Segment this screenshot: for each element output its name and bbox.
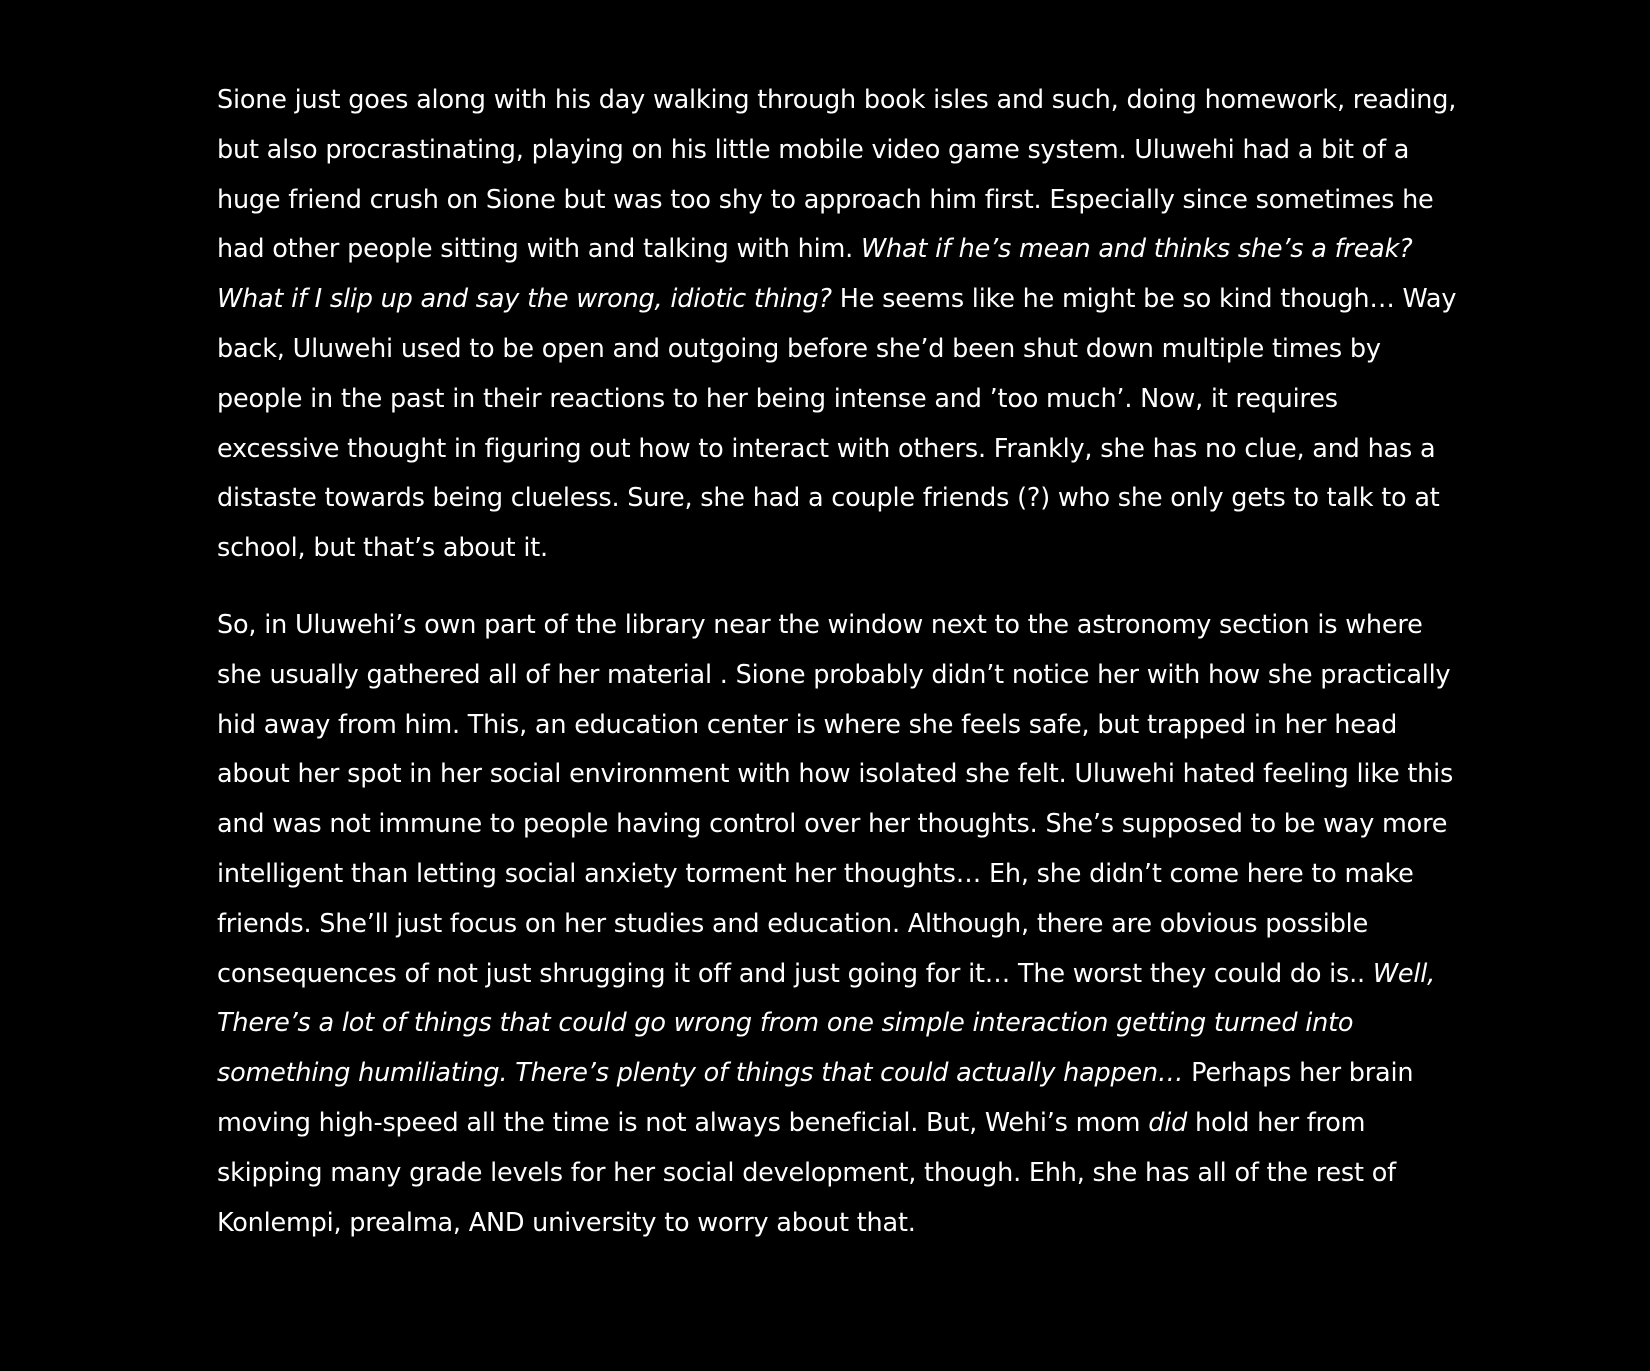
- paragraph-1-text: Sione just goes along with his day walking through book isles and such, doing homework, reading, but also procrastinating, playing on his little mobile video game system. Uluwehi had a bit of a huge friend crush on Sione but was too shy to approach him first. Especially since sometimes he had other people sitting with and talking with him.: [217, 85, 1457, 265]
- paragraph-1: [217, 76, 1462, 574]
- paragraph-2-inner-thought: Well, There’s a lot of things that could go wrong from one simple interaction getting turned into something humiliating. There’s plenty of things that could actually happen…: [217, 958, 1436, 1089]
- paragraph-1-text-continued: He seems like he might be so kind though… Way back, Uluwehi used to be open and outgoing before she’d been shut down multiple times by people in the past in their reactions to her being intense and ’too much’. Now, it requires excessive thought in figuring out how to interact with others. Frankly, she has no clue, and has a distaste towards being clueless. Sure, she had a couple friends (?) who she only gets to talk to at school, but that’s about it.: [217, 284, 1457, 564]
- paragraph-2-emphasis: did: [1148, 1107, 1188, 1138]
- paragraph-2: [217, 601, 1462, 1248]
- paragraph-2-text: So, in Uluwehi’s own part of the library near the window next to the astronomy section is where she usually gathered all of her material . Sione probably didn’t notice her with how she practically hid away from him. This, an education center is where she feels safe, but trapped in her head about her spot in her social environment with how isolated she felt. Uluwehi hated feeling like this and was not immune to people having control over her thoughts. She’s supposed to be way more intelligent than letting social anxiety torment her thoughts… Eh, she didn’t come here to make friends. She’ll just focus on her studies and education. Although, there are obvious possible consequences of not just shrugging it off and just going for it… The worst they could do is..: [217, 609, 1454, 989]
- paragraph-2-text-end: hold her from skipping many grade levels for her social development, though. Ehh, she has all of the rest of Konlempi, prealma, AND university to worry about that.: [217, 1107, 1396, 1238]
- paragraph-1-inner-thought: What if he’s mean and thinks she’s a freak? What if I slip up and say the wrong, idiotic thing?: [217, 234, 1413, 315]
- paragraph-2-text-continued: Perhaps her brain moving high-speed all the time is not always beneficial. But, Wehi’s mom: [217, 1058, 1414, 1138]
- story-text: [217, 76, 1462, 1248]
